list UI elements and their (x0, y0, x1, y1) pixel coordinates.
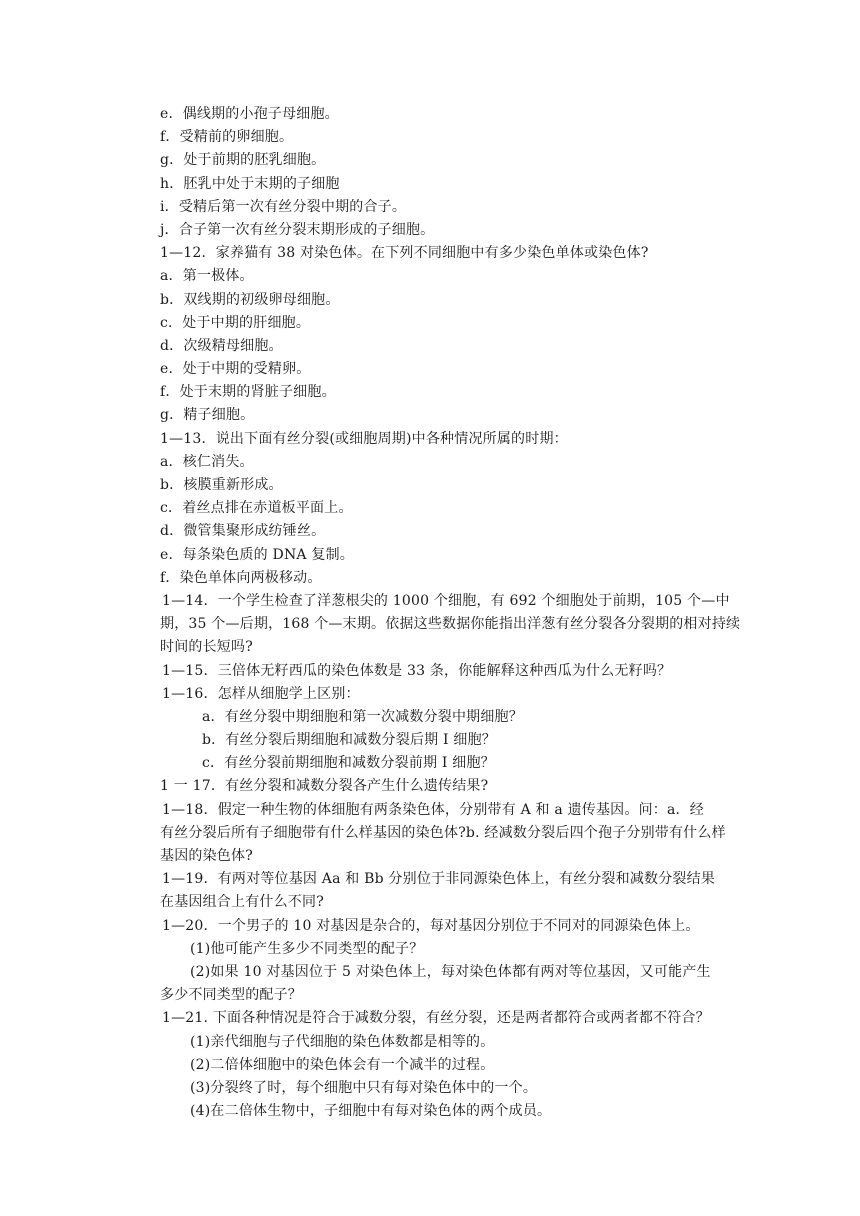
text-line: g．处于前期的胚乳细胞。 (160, 152, 326, 169)
text-line: a．有丝分裂中期细胞和第一次减数分裂中期细胞？ (202, 708, 523, 725)
text-line: (3)分裂终了时，每个细胞中只有每对染色体中的一个。 (190, 1079, 538, 1096)
text-line: b．双线期的初级卵母细胞。 (160, 291, 340, 308)
text-line: b．有丝分裂后期细胞和减数分裂后期 I 细胞？ (202, 732, 496, 749)
text-line: h．胚乳中处于末期的子细胞 (160, 175, 340, 192)
text-line: c．着丝点排在赤道板平面上。 (160, 500, 353, 517)
text-line: 1—18．假定一种生物的体细胞有两条染色体，分别带有 A 和 a 遗传基因。问：a．经 (162, 801, 704, 818)
text-line: e．偶线期的小孢子母细胞。 (160, 106, 339, 122)
text-line: 1—19．有两对等位基因 Aa 和 Bb 分别位于非同源染色体上，有丝分裂和减数分裂结果 (162, 871, 716, 888)
text-line: 多少不同类型的配子？ (160, 987, 302, 1004)
text-line: 1 一 17．有丝分裂和减数分裂各产生什么遗传结果? (160, 778, 489, 795)
text-line: c．处于中期的肝细胞。 (160, 314, 311, 331)
text-line: 1—12．家养猫有 38 对染色体。在下列不同细胞中有多少染色单体或染色体? (160, 245, 649, 262)
text-line: 1—20．一个男子的 10 对基因是杂合的，每对基因分别位于不同对的同源染色体上。 (162, 917, 700, 934)
text-line: (1)他可能产生多少不同类型的配子？ (190, 940, 424, 957)
text-line: (4)在二倍体生物中，子细胞中有每对染色体的两个成员。 (190, 1103, 552, 1120)
text-line: i．受精后第一次有丝分裂中期的合子。 (160, 198, 407, 215)
text-line: 1—16．怎样从细胞学上区别： (162, 685, 360, 702)
text-line: b．核膜重新形成。 (160, 477, 283, 493)
text-line: f．受精前的卵细胞。 (160, 129, 294, 146)
text-line: a．第一极体。 (160, 268, 254, 285)
text-line: (2)如果 10 对基因位于 5 对染色体上，每对染色体都有两对等位基因，又可能产生 (190, 963, 711, 980)
text-line: a．核仁消失。 (160, 453, 254, 470)
text-line: g．精子细胞。 (160, 407, 255, 424)
text-line: (1)亲代细胞与子代细胞的染色体数都是相等的。 (190, 1033, 495, 1050)
text-line: 1—15．三倍体无籽西瓜的染色体数是 33 条，你能解释这种西瓜为什么无籽吗？ (162, 662, 672, 679)
text-line: 期，35 个—后期，168 个—末期。依据这些数据你能指出洋葱有丝分裂各分裂期的相对持续 (160, 616, 741, 633)
text-line: f．处于末期的肾脏子细胞。 (160, 384, 336, 401)
text-line: f．染色单体向两极移动。 (160, 569, 322, 586)
text-line: j．合子第一次有丝分裂末期形成的子细胞。 (160, 221, 435, 238)
document-body (160, 103, 740, 1123)
text-line: 时间的长短吗? (160, 639, 253, 656)
text-line: e．处于中期的受精卵。 (160, 361, 311, 378)
text-line: c．有丝分裂前期细胞和减数分裂前期 I 细胞？ (202, 755, 495, 772)
text-line: 有丝分裂后所有子细胞带有什么样基因的染色体?b. 经减数分裂后四个孢子分别带有什么样 (160, 824, 726, 841)
text-line: d．次级精母细胞。 (160, 337, 283, 354)
text-line: d．微管集聚形成纺锤丝。 (160, 523, 326, 540)
text-line: 1—21. 下面各种情况是符合于减数分裂，有丝分裂，还是两者都符合或两者都不符合？ (162, 1010, 710, 1027)
text-line: e．每条染色质的 DNA 复制。 (160, 546, 354, 563)
text-line: 1—13．说出下面有丝分裂(或细胞周期)中各种情况所属的时期： (160, 430, 568, 447)
text-line: 基因的染色体? (160, 848, 253, 864)
text-line: 在基因组合上有什么不同? (160, 894, 324, 911)
text-line: (2)二倍体细胞中的染色体会有一个减半的过程。 (190, 1056, 495, 1073)
text-line: 1—14．一个学生检查了洋葱根尖的 1000 个细胞，有 692 个细胞处于前期，105 个—中 (162, 592, 730, 609)
